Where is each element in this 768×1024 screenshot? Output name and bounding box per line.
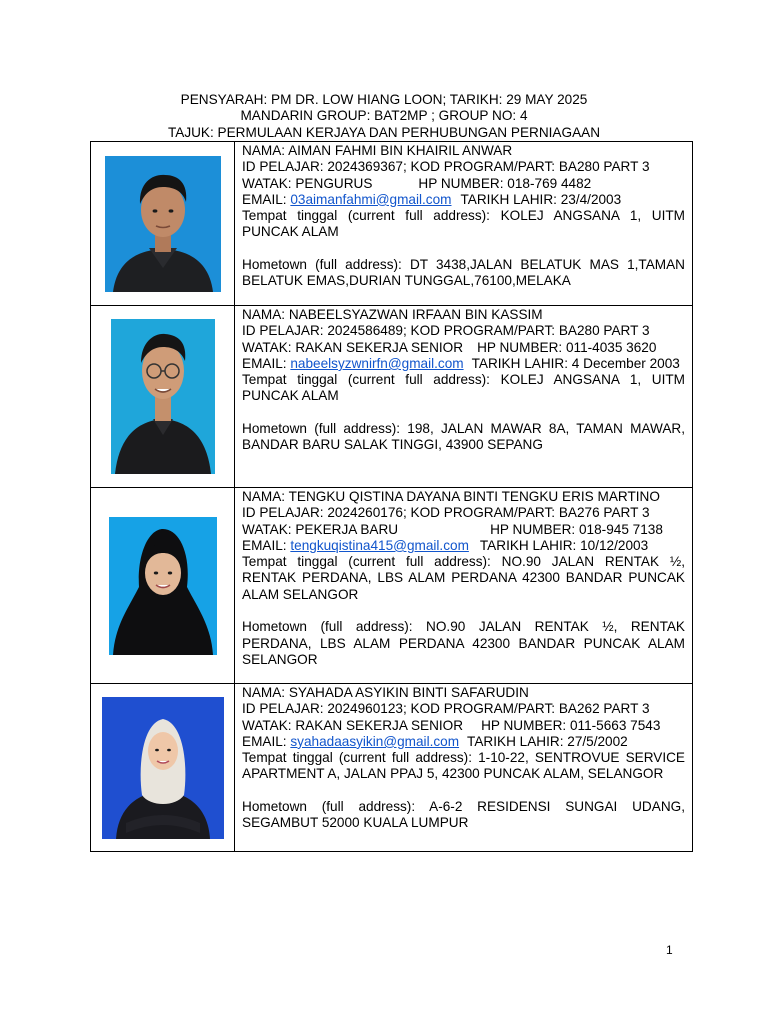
email-and-dob: [242, 192, 685, 208]
email-label: EMAIL:: [242, 191, 287, 207]
student-name: NAMA: AIMAN FAHMI BIN KHAIRIL ANWAR: [242, 143, 513, 158]
male-portrait-icon: [111, 319, 215, 474]
student-name: NAMA: TENGKU QISTINA DAYANA BINTI TENGKU ERIS MARTINO: [242, 489, 660, 504]
student-role: WATAK: RAKAN SEKERJA SENIOR: [242, 717, 464, 733]
document-header: [0, 92, 768, 141]
date-of-birth: TARIKH LAHIR: 10/12/2003: [479, 537, 649, 553]
student-name: NAMA: NABEELSYAZWAN IRFAAN BIN KASSIM: [242, 307, 543, 322]
email-and-dob: [242, 734, 685, 750]
spacer: [242, 603, 685, 619]
spacer: [242, 405, 685, 421]
student-row: [91, 142, 693, 306]
student-id: ID PELAJAR: 2024960123; KOD PROGRAM/PART: BA262 PART 3: [242, 701, 650, 717]
student-phone: HP NUMBER: 018-945 7138: [490, 521, 663, 537]
role-and-phone: [242, 340, 685, 356]
student-photo: [102, 697, 224, 839]
email-label: EMAIL:: [242, 355, 287, 371]
spacer: [242, 783, 685, 799]
student-id: ID PELAJAR: 2024260176; KOD PROGRAM/PART: BA276 PART 3: [242, 505, 650, 521]
student-name: NAMA: SYAHADA ASYIKIN BINTI SAFARUDIN: [242, 685, 529, 700]
student-id: ID PELAJAR: 2024586489; KOD PROGRAM/PART: BA280 PART 3: [242, 323, 650, 339]
student-photo: [105, 156, 221, 292]
date-of-birth: TARIKH LAHIR: 23/4/2003: [460, 191, 622, 207]
female-portrait-icon: [109, 517, 217, 655]
email-label: EMAIL:: [242, 733, 287, 749]
current-address: Tempat tinggal (current full address): KOLEJ ANGSANA 1, UITM PUNCAK ALAM: [242, 372, 685, 404]
role-and-phone: [242, 176, 685, 192]
student-phone: HP NUMBER: 018-769 4482: [418, 175, 592, 191]
hometown-address: Hometown (full address): NO.90 JALAN RENTAK ½, RENTAK PERDANA, LBS ALAM PERDANA 42300 BANDAR PUNCAK ALAM SELANGOR: [242, 619, 685, 667]
student-role: WATAK: PEKERJA BARU: [242, 521, 399, 537]
email-label: EMAIL:: [242, 537, 287, 553]
info-cell: [235, 684, 693, 852]
hometown-address: Hometown (full address): 198, JALAN MAWAR 8A, TAMAN MAWAR, BANDAR BARU SALAK TINGGI, 43900 SEPANG: [242, 421, 685, 453]
date-of-birth: TARIKH LAHIR: 27/5/2002: [467, 733, 628, 749]
hometown-address: Hometown (full address): DT 3438,JALAN BELATUK MAS 1,TAMAN BELATUK EMAS,DURIAN TUNGGAL,76100,MELAKA: [242, 257, 685, 289]
student-photo: [111, 319, 215, 474]
hometown-address: Hometown (full address): A-6-2 RESIDENSI SUNGAI UDANG, SEGAMBUT 52000 KUALA LUMPUR: [242, 799, 685, 831]
role-and-phone: [242, 522, 685, 538]
info-cell: [235, 306, 693, 488]
email-and-dob: [242, 356, 685, 372]
header-topic-line: TAJUK: PERMULAAN KERJAYA DAN PERHUBUNGAN PERNIAGAAN: [167, 124, 601, 140]
photo-cell: [91, 142, 235, 306]
student-phone: HP NUMBER: 011-5663 7543: [481, 717, 661, 733]
student-roster-table: [90, 141, 693, 852]
photo-cell: [91, 488, 235, 684]
info-cell: [235, 488, 693, 684]
student-role: WATAK: PENGURUS: [242, 175, 373, 191]
email-link[interactable]: nabeelsyzwnirfn@gmail.com: [290, 355, 464, 371]
student-phone: HP NUMBER: 011-4035 3620: [477, 339, 657, 355]
email-link[interactable]: syahadaasyikin@gmail.com: [290, 733, 460, 749]
header-lecturer-line: PENSYARAH: PM DR. LOW HIANG LOON; TARIKH: 29 MAY 2025: [180, 92, 588, 107]
email-link[interactable]: 03aimanfahmi@gmail.com: [290, 191, 452, 207]
female-portrait-icon: [102, 697, 224, 839]
current-address: Tempat tinggal (current full address): KOLEJ ANGSANA 1, UITM PUNCAK ALAM: [242, 208, 685, 240]
student-row: [91, 684, 693, 852]
role-and-phone: [242, 718, 685, 734]
student-photo: [109, 517, 217, 655]
student-row: [91, 488, 693, 684]
date-of-birth: TARIKH LAHIR: 4 December 2003: [471, 355, 680, 371]
student-id: ID PELAJAR: 2024369367; KOD PROGRAM/PART: BA280 PART 3: [242, 159, 650, 175]
current-address: Tempat tinggal (current full address): 1-10-22, SENTROVUE SERVICE APARTMENT A, JALAN PPAJ 5, 42300 PUNCAK ALAM, SELANGOR: [242, 750, 685, 782]
current-address: Tempat tinggal (current full address): NO.90 JALAN RENTAK ½, RENTAK PERDANA, LBS ALAM PERDANA 42300 BANDAR PUNCAK ALAM SELANGOR: [242, 554, 685, 602]
page-number: 1: [666, 943, 673, 957]
student-row: [91, 306, 693, 488]
email-link[interactable]: tengkuqistina415@gmail.com: [290, 537, 469, 553]
student-role: WATAK: RAKAN SEKERJA SENIOR: [242, 339, 464, 355]
photo-cell: [91, 684, 235, 852]
photo-cell: [91, 306, 235, 488]
email-and-dob: [242, 538, 685, 554]
header-group-line: MANDARIN GROUP: BAT2MP ; GROUP NO: 4: [240, 108, 528, 124]
info-cell: [235, 142, 693, 306]
spacer: [242, 241, 685, 257]
male-portrait-icon: [105, 156, 221, 292]
